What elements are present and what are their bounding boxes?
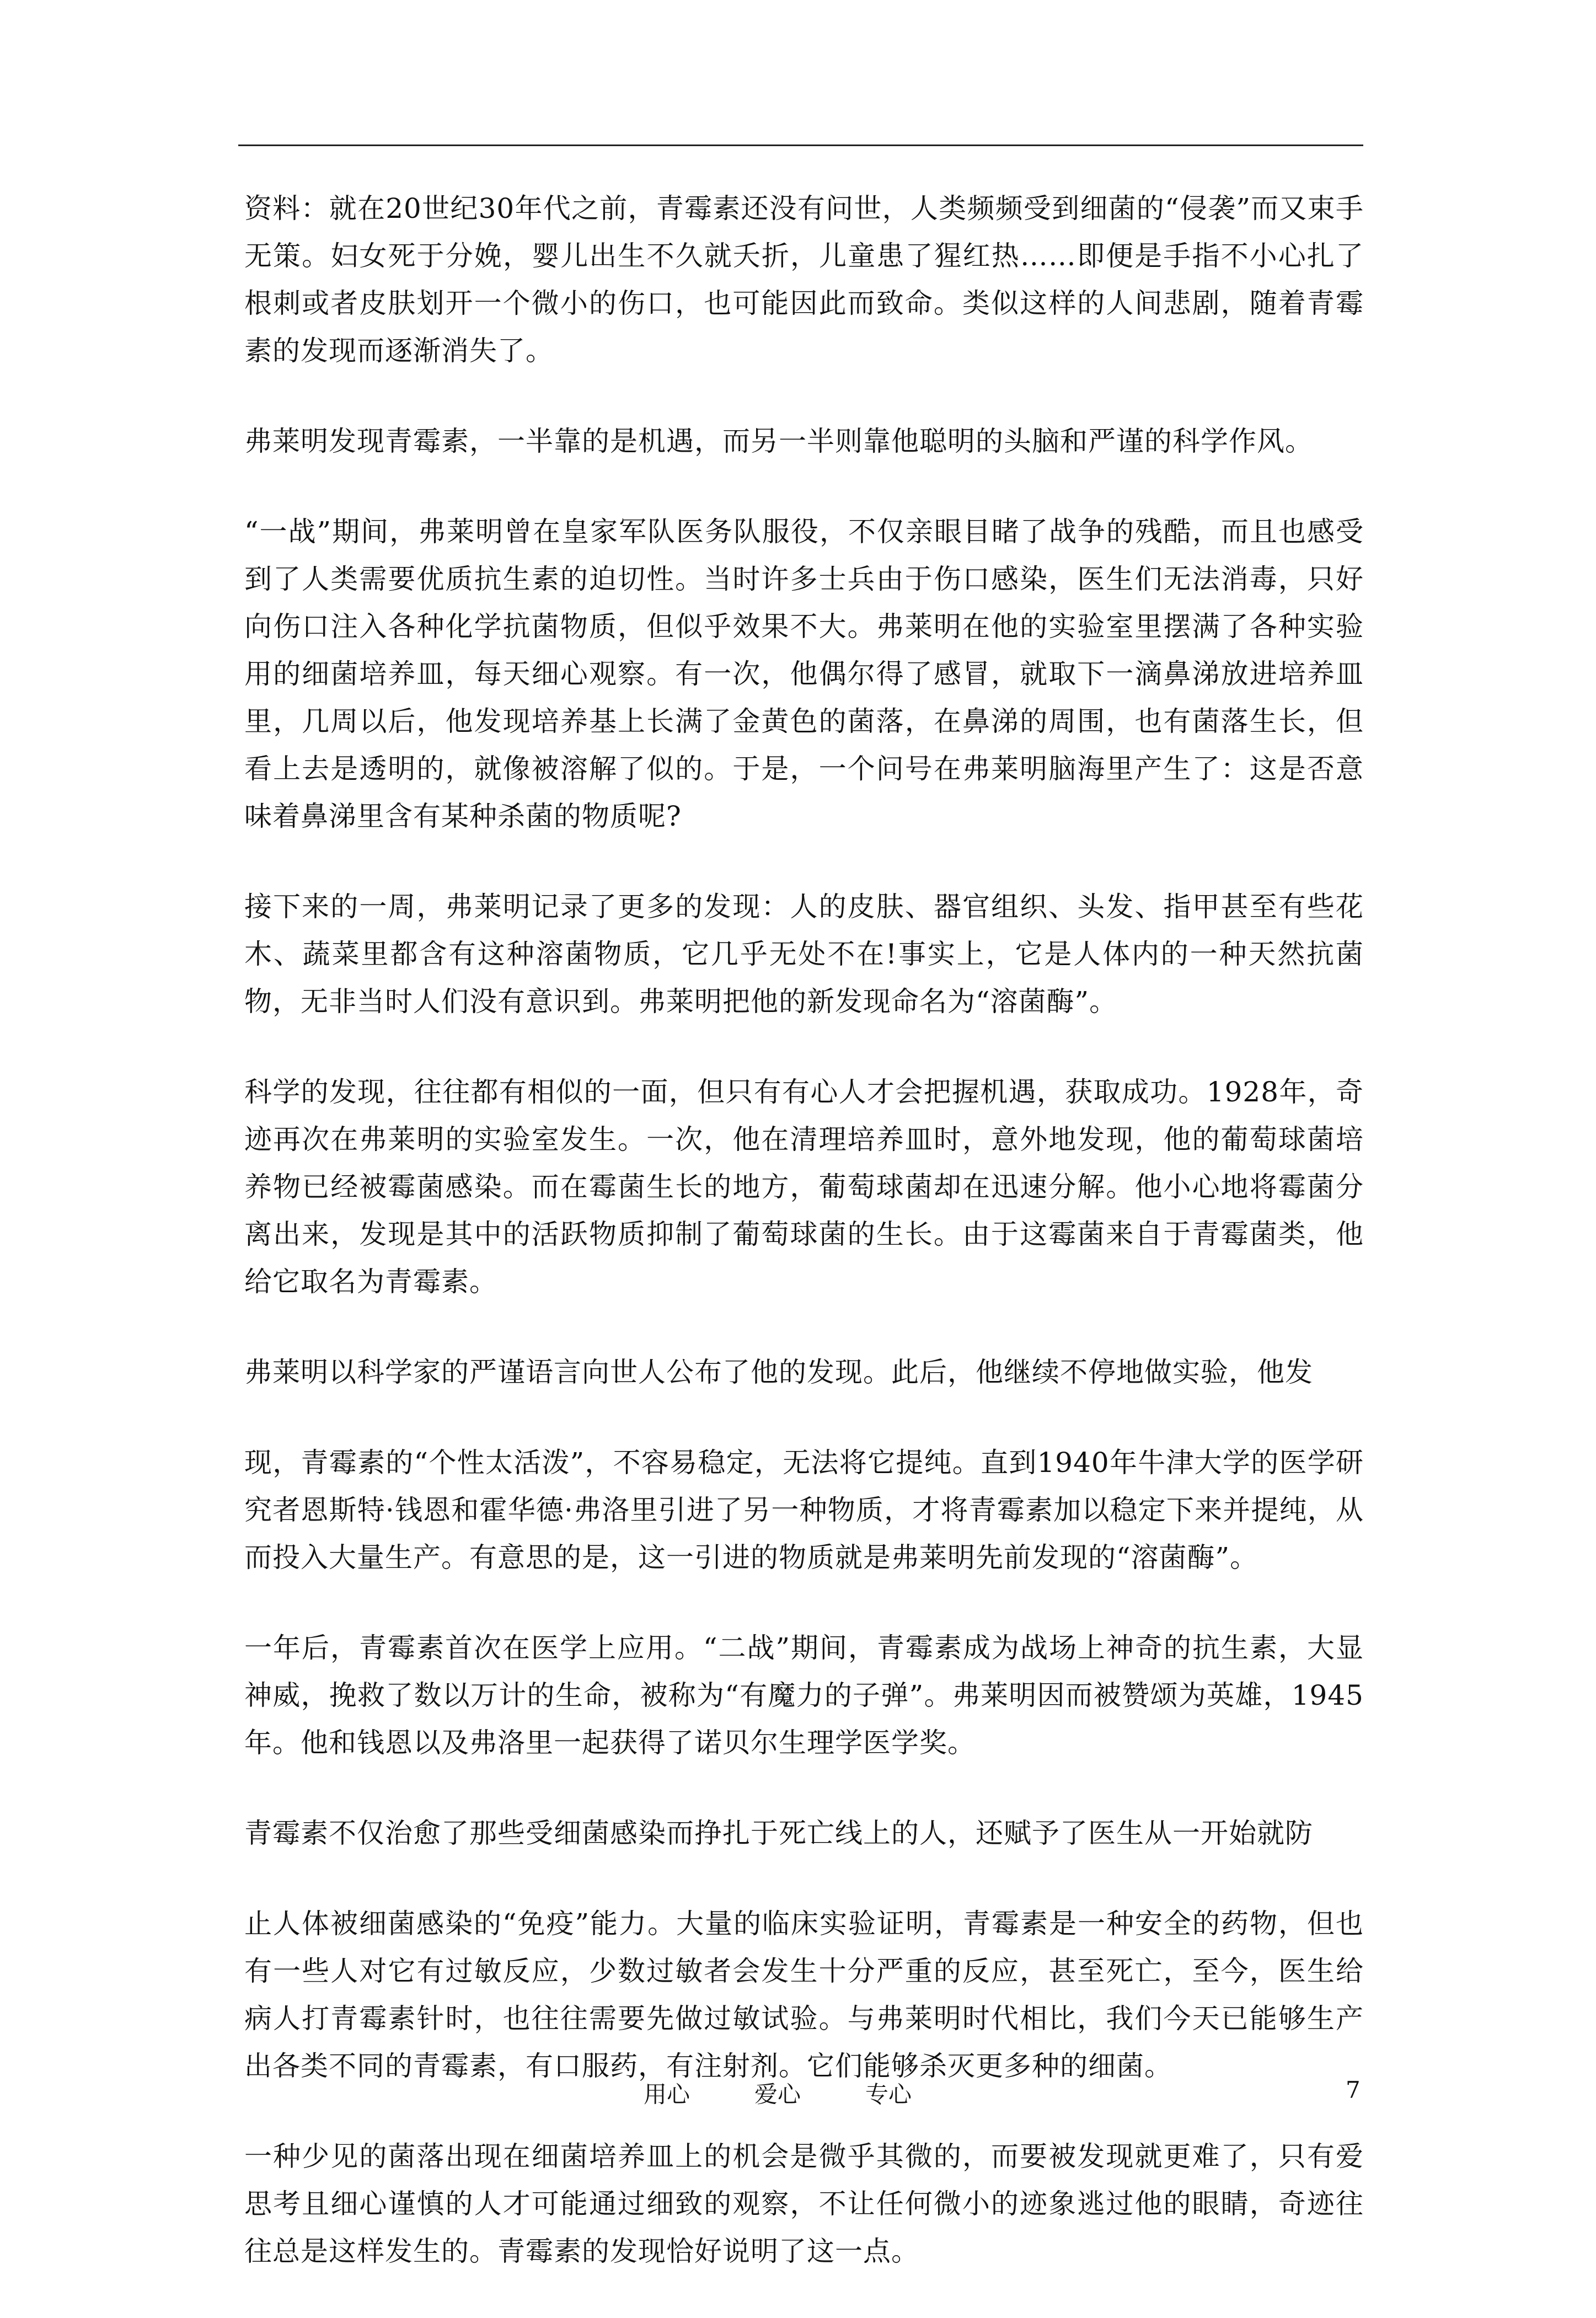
paragraph-intro: 资料：就在20世纪30年代之前，青霉素还没有问世，人类频频受到细菌的“侵袭”而又束手无策。妇女死于分娩，婴儿出生不久就夭折，儿童患了猩红热……即便是手指不小心扎了根刺或者皮肤划开一个微小的伤口，也可能因此而致命。类似这样的人间悲剧，随着青霉素的发现而逐渐消失了。 (244, 192, 1364, 367)
paragraph-prevention-start: 青霉素不仅治愈了那些受细菌感染而挣扎于死亡线上的人，还赋予了医生从一开始就防 (244, 1817, 1313, 1849)
footer-motto-2: 爱心 (754, 2081, 801, 2108)
paragraph-conclusion: 一种少见的菌落出现在细菌培养皿上的机会是微乎其微的，而要被发现就更难了，只有爱思考且细心谨慎的人才可能通过细致的观察，不让任何微小的迹象逃过他的眼睛，奇迹往往总是这样发生的。青霉素的发现恰好说明了这一点。 (244, 2140, 1364, 2267)
footer-motto-3: 专心 (865, 2081, 912, 2108)
paragraph-announcement: 弗莱明以科学家的严谨语言向世人公布了他的发现。此后，他继续不停地做实验，他发 (244, 1356, 1313, 1388)
paragraph-immunity: 止人体被细菌感染的“免疫”能力。大量的临床实验证明，青霉素是一种安全的药物，但也有一些人对它有过敏反应，少数过敏者会发生十分严重的反应，甚至死亡，至今，医生给病人打青霉素针时，也往往需要先做过敏试验。与弗莱明时代相比，我们今天已能够生产出各类不同的青霉素，有口服药，有注射剂。它们能够杀灭更多种的细菌。 (244, 1908, 1364, 2082)
paragraph-summary: 弗莱明发现青霉素，一半靠的是机遇，而另一半则靠他聪明的头脑和严谨的科学作风。 (244, 425, 1313, 457)
paragraph-1928: 科学的发现，往往都有相似的一面，但只有有心人才会把握机遇，获取成功。1928年，奇迹再次在弗莱明的实验室发生。一次，他在清理培养皿时，意外地发现，他的葡萄球菌培养物已经被霉菌感染。而在霉菌生长的地方，葡萄球菌却在迅速分解。他小心地将霉菌分离出来，发现是其中的活跃物质抑制了葡萄球菌的生长。由于这霉菌来自于青霉菌类，他给它取名为青霉素。 (244, 1076, 1364, 1298)
paragraph-wwii: 一年后，青霉素首次在医学上应用。“二战”期间，青霉素成为战场上神奇的抗生素，大显神威，挽救了数以万计的生命，被称为“有魔力的子弹”。弗莱明因而被赞颂为英雄，1945年。他和钱恩以及弗洛里一起获得了诺贝尔生理学医学奖。 (244, 1632, 1364, 1759)
footer-motto-1: 用心 (644, 2081, 690, 2108)
header-rule (238, 144, 1363, 146)
paragraph-purification: 现，青霉素的“个性太活泼”，不容易稳定，无法将它提纯。直到1940年牛津大学的医学研究者恩斯特·钱恩和霍华德·弗洛里引进了另一种物质，才将青霉素加以稳定下来并提纯，从而投入大量生产。有意思的是，这一引进的物质就是弗莱明先前发现的“溶菌酶”。 (244, 1447, 1364, 1573)
page-footer (0, 2076, 1596, 2115)
page-number: 7 (1346, 2076, 1361, 2103)
article-body (244, 185, 1364, 2318)
paragraph-wwi: “一战”期间，弗莱明曾在皇家军队医务队服役，不仅亲眼目睹了战争的残酷，而且也感受到了人类需要优质抗生素的迫切性。当时许多士兵由于伤口感染，医生们无法消毒，只好向伤口注入各种化学抗菌物质，但似乎效果不大。弗莱明在他的实验室里摆满了各种实验用的细菌培养皿，每天细心观察。有一次，他偶尔得了感冒，就取下一滴鼻涕放进培养皿里，几周以后，他发现培养基上长满了金黄色的菌落，在鼻涕的周围，也有菌落生长，但看上去是透明的，就像被溶解了似的。于是，一个问号在弗莱明脑海里产生了：这是否意味着鼻涕里含有某种杀菌的物质呢? (244, 516, 1364, 832)
paragraph-lysozyme: 接下来的一周，弗莱明记录了更多的发现：人的皮肤、器官组织、头发、指甲甚至有些花木、蔬菜里都含有这种溶菌物质，它几乎无处不在!事实上，它是人体内的一种天然抗菌物，无非当时人们没有意识到。弗莱明把他的新发现命名为“溶菌酶”。 (244, 891, 1364, 1018)
